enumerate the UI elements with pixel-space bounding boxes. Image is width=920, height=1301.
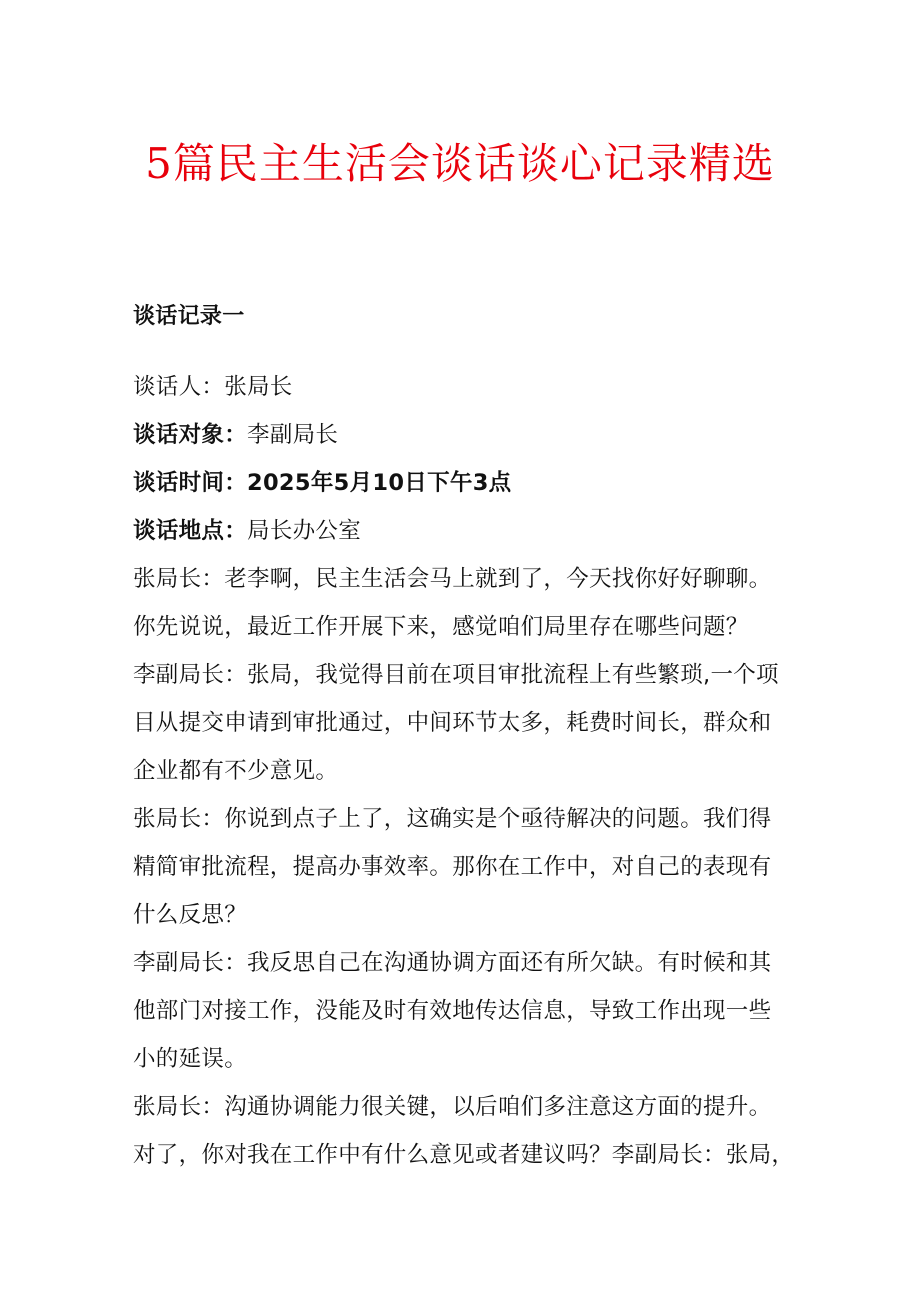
meta-time-label: 谈话时间： bbox=[133, 470, 248, 496]
meta-speaker bbox=[133, 370, 293, 404]
meta-place-value: 局长办公室 bbox=[247, 518, 362, 544]
body-line: 他部门对接工作，没能及时有效地传达信息，导致工作出现一些 bbox=[133, 998, 772, 1024]
body-line: 什么反思？ bbox=[133, 902, 248, 928]
meta-speaker-label: 谈话人： bbox=[133, 374, 225, 400]
body-line: 李副局长：我反思自己在沟通协调方面还有所欠缺。有时候和其 bbox=[133, 950, 772, 976]
section-heading: 谈话记录一 bbox=[133, 304, 245, 329]
document-title: 5篇民主生活会谈话谈心记录精选 bbox=[145, 139, 775, 188]
body-line: 目从提交申请到审批通过，中间环节太多，耗费时间长，群众和 bbox=[133, 710, 772, 736]
body-line: 张局长：你说到点子上了，这确实是个亟待解决的问题。我们得 bbox=[133, 806, 772, 832]
body-line: 企业都有不少意见。 bbox=[133, 758, 339, 784]
body-line: 小的延误。 bbox=[133, 1046, 248, 1072]
meta-target-label: 谈话对象： bbox=[133, 422, 248, 448]
body-line: 精简审批流程，提高办事效率。那你在工作中，对自己的表现有 bbox=[133, 854, 772, 880]
body-line: 你先说说，最近工作开展下来，感觉咱们局里存在哪些问题？ bbox=[133, 614, 749, 640]
meta-place bbox=[133, 514, 361, 548]
body-line: 张局长：老李啊，民主生活会马上就到了，今天找你好好聊聊。 bbox=[133, 566, 772, 592]
body-line: 李副局长：张局，我觉得目前在项目审批流程上有些繁琐,一个项 bbox=[133, 662, 779, 688]
meta-speaker-value: 张局长 bbox=[224, 374, 293, 400]
body-line: 对了，你对我在工作中有什么意见或者建议吗？李副局长：张局， bbox=[133, 1142, 795, 1168]
meta-target-value: 李副局长 bbox=[247, 422, 339, 448]
body-line: 张局长：沟通协调能力很关键，以后咱们多注意这方面的提升。 bbox=[133, 1094, 772, 1120]
meta-target bbox=[133, 418, 338, 452]
meta-time-value: 2025年5月10日下午3点 bbox=[247, 470, 512, 496]
meta-place-label: 谈话地点： bbox=[133, 518, 248, 544]
meta-time bbox=[133, 466, 511, 500]
